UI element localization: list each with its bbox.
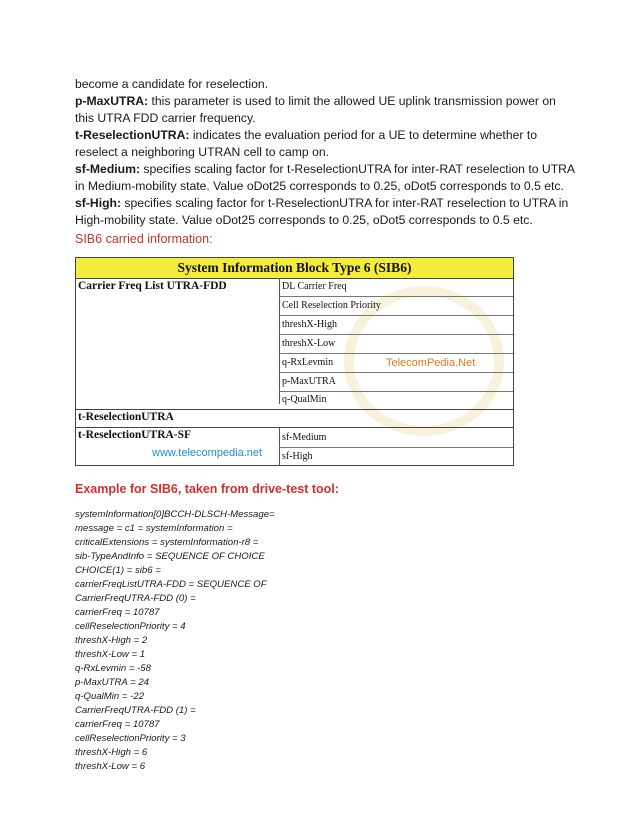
carrier-freq-list-label: Carrier Freq List UTRA-FDD: [78, 280, 227, 292]
sf-high-desc: specifies scaling factor for t-ReselectionUTRA for inter-RAT reselection to UTRA in High-mobility state. Value oDot25 corresponds to 0.25, oDot5 corresponds to 0.5 etc.: [75, 196, 569, 228]
field-q-qualmin: q-QualMin: [282, 394, 327, 405]
row-divider: [279, 334, 513, 335]
field-threshx-high: threshX-High: [282, 319, 337, 330]
field-sf-medium: sf-Medium: [282, 432, 327, 443]
row-divider: [279, 296, 513, 297]
row-divider: [279, 372, 513, 373]
code-line: q-RxLevmin = -58: [75, 663, 151, 674]
p-maxutra-paragraph: [75, 93, 575, 127]
example-heading: Example for SIB6, taken from drive-test tool:: [75, 482, 339, 496]
t-reselection-utra-row: t-ReselectionUTRA: [78, 411, 174, 423]
field-cell-reselection-priority: Cell Reselection Priority: [282, 300, 381, 311]
row-divider: [76, 427, 513, 428]
sf-medium-paragraph: [75, 161, 575, 195]
p-maxutra-term: p-MaxUTRA:: [75, 94, 149, 108]
code-line: threshX-High = 2: [75, 635, 148, 646]
sf-high-paragraph: [75, 195, 575, 229]
code-line: threshX-Low = 1: [75, 649, 146, 660]
sf-high-term: sf-High:: [75, 196, 122, 210]
field-threshx-low: threshX-Low: [282, 338, 336, 349]
code-line: cellReselectionPriority = 4: [75, 621, 186, 632]
t-reselection-term: t-ReselectionUTRA:: [75, 128, 190, 142]
sf-medium-desc: specifies scaling factor for t-ReselectionUTRA for inter-RAT reselection to UTRA in Medium-mobility state. Value oDot25 corresponds to 0.25, oDot5 corresponds to 0.5 etc.: [75, 162, 575, 194]
code-line: CHOICE(1) = sib6 =: [75, 565, 161, 576]
code-line: systemInformation[0]BCCH-DLSCH-Message=: [75, 509, 275, 520]
field-dl-carrier-freq: DL Carrier Freq: [282, 281, 347, 292]
sib6-label: SIB6 carried information:: [75, 232, 213, 246]
row-divider: [279, 391, 513, 392]
field-p-maxutra: p-MaxUTRA: [282, 376, 336, 387]
code-line: message = c1 = systemInformation =: [75, 523, 233, 534]
intro-line: become a candidate for reselection.: [75, 77, 269, 91]
field-sf-high: sf-High: [282, 451, 313, 462]
code-line: threshX-Low = 6: [75, 761, 146, 772]
code-line: threshX-High = 6: [75, 747, 148, 758]
watermark-url: www.telecompedia.net: [152, 447, 263, 459]
row-divider: [279, 315, 513, 316]
t-reselection-utra-sf-row: t-ReselectionUTRA-SF: [78, 429, 192, 441]
code-line: sib-TypeAndInfo = SEQUENCE OF CHOICE: [75, 551, 265, 562]
code-line: CarrierFreqUTRA-FDD (1) =: [75, 705, 196, 716]
sf-medium-term: sf-Medium:: [75, 162, 140, 176]
row-divider: [279, 353, 513, 354]
code-line: carrierFreq = 10787: [75, 607, 160, 618]
watermark-brand: TelecomPedia.Net: [386, 357, 476, 369]
code-block: [75, 508, 575, 774]
row-divider: [76, 409, 513, 410]
code-line: criticalExtensions = systemInformation-r8 =: [75, 537, 259, 548]
sib6-table-figure: [75, 257, 514, 466]
row-divider: [279, 447, 513, 448]
t-reselection-paragraph: [75, 127, 575, 161]
field-q-rxlevmin: q-RxLevmin: [282, 357, 334, 368]
code-line: q-QualMin = -22: [75, 691, 145, 702]
code-line: p-MaxUTRA = 24: [75, 677, 150, 688]
p-maxutra-desc: this parameter is used to limit the allowed UE uplink transmission power on this UTRA FDD carrier frequency.: [75, 94, 556, 126]
code-line: carrierFreq = 10787: [75, 719, 160, 730]
code-line: cellReselectionPriority = 3: [75, 733, 186, 744]
code-line: CarrierFreqUTRA-FDD (0) =: [75, 593, 196, 604]
code-line: carrierFreqListUTRA-FDD = SEQUENCE OF: [75, 579, 267, 590]
t-reselection-desc: indicates the evaluation period for a UE to determine whether to reselect a neighboring UTRAN cell to camp on.: [75, 128, 537, 160]
sib6-table-title: System Information Block Type 6 (SIB6): [76, 258, 513, 279]
